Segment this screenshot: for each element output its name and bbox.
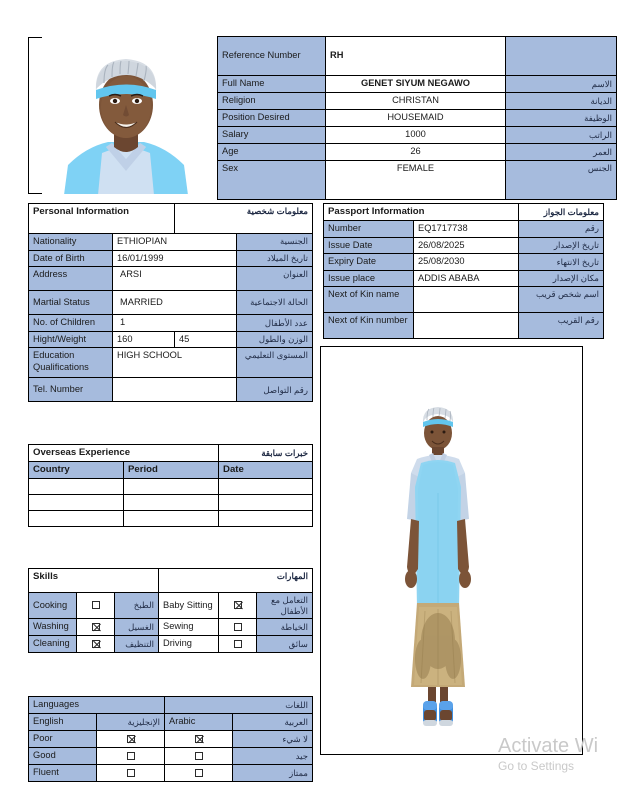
personal-value-hight[interactable]: 160	[113, 331, 175, 348]
table-row	[29, 461, 313, 478]
checkbox-checked-icon[interactable]	[92, 623, 100, 631]
overseas-column-date: Date	[219, 461, 313, 478]
table-row	[324, 270, 604, 287]
overseas-experience-table	[28, 444, 313, 527]
checkbox-icon[interactable]	[92, 601, 100, 609]
table-row	[29, 636, 313, 653]
headshot-left-rule	[28, 37, 29, 194]
personal-value-martial-status[interactable]: MARRIED	[113, 291, 237, 315]
table-row	[29, 619, 313, 636]
overseas-cell-period[interactable]	[124, 510, 219, 526]
table-row	[29, 494, 313, 510]
identity-arabic-sex: الجنس	[506, 161, 617, 200]
personal-arabic-address: العنوان	[237, 267, 313, 291]
languages-arabic-label-poor: لا شيء	[233, 731, 313, 748]
table-row	[324, 287, 604, 313]
skills-heading: Skills	[29, 569, 159, 593]
languages-table	[28, 696, 313, 782]
table-row	[29, 569, 313, 593]
skills-arabic-sewing: الخياطة	[257, 619, 313, 636]
languages-checkbox-arabic-good[interactable]	[165, 748, 233, 765]
passport-value-issue-place[interactable]: ADDIS ABABA	[414, 270, 519, 287]
personal-arabic-no-of-children: عدد الأطفال	[237, 315, 313, 332]
identity-value-age[interactable]: 26	[326, 144, 506, 161]
table-row	[29, 697, 313, 714]
personal-label-hight-weight: Hight/Weight	[29, 331, 113, 348]
personal-arabic-tel-number: رقم التواصل	[237, 378, 313, 402]
skills-checkbox-sewing[interactable]	[219, 619, 257, 636]
passport-label-expiry-date: Expiry Date	[324, 254, 414, 271]
languages-column-arabic: Arabic	[165, 714, 233, 731]
table-row	[218, 161, 617, 200]
personal-arabic-nationality: الجنسية	[237, 234, 313, 251]
passport-value-next-of-kin-name[interactable]	[414, 287, 519, 313]
languages-column-arabic-arabic: العربية	[233, 714, 313, 731]
passport-label-issue-date: Issue Date	[324, 237, 414, 254]
skills-arabic-baby-sitting: التعامل مع الأطفال	[257, 593, 313, 619]
identity-label-full-name: Full Name	[218, 76, 326, 93]
passport-arabic-issue-date: تاريخ الإصدار	[519, 237, 604, 254]
table-row	[29, 478, 313, 494]
applicant-full-body-photo	[320, 346, 556, 755]
table-row	[29, 378, 313, 402]
checkbox-icon[interactable]	[127, 752, 135, 760]
languages-checkbox-english-fluent[interactable]	[97, 765, 165, 782]
personal-label-tel-number: Tel. Number	[29, 378, 113, 402]
checkbox-checked-icon[interactable]	[195, 735, 203, 743]
overseas-cell-country[interactable]	[29, 494, 124, 510]
personal-arabic-martial-status: الحالة الاجتماعية	[237, 291, 313, 315]
languages-checkbox-english-poor[interactable]	[97, 731, 165, 748]
passport-value-expiry-date[interactable]: 25/08/2030	[414, 254, 519, 271]
skills-arabic-washing: الغسيل	[115, 619, 159, 636]
applicant-headshot-photo	[28, 37, 214, 194]
identity-arabic-position-desired: الوظيفة	[506, 110, 617, 127]
skills-label-cleaning: Cleaning	[29, 636, 77, 653]
personal-label-no-of-children: No. of Children	[29, 315, 113, 332]
skills-label-washing: Washing	[29, 619, 77, 636]
passport-label-number: Number	[324, 220, 414, 237]
checkbox-icon[interactable]	[234, 640, 242, 648]
identity-label-sex: Sex	[218, 161, 326, 200]
passport-arabic-expiry-date: تاريخ الانتهاء	[519, 254, 604, 271]
personal-value-weight[interactable]: 45	[175, 331, 237, 348]
identity-value-reference-number[interactable]: RH	[326, 37, 506, 76]
table-row	[29, 204, 313, 234]
languages-level-good: Good	[29, 748, 97, 765]
skills-label-cooking: Cooking	[29, 593, 77, 619]
table-row	[29, 731, 313, 748]
skills-checkbox-washing[interactable]	[77, 619, 115, 636]
skills-heading-arabic: المهارات	[159, 569, 313, 593]
table-row	[29, 348, 313, 378]
identity-arabic-religion: الديانة	[506, 93, 617, 110]
passport-value-next-of-kin-number[interactable]	[414, 313, 519, 339]
table-row	[324, 313, 604, 339]
languages-column-english: English	[29, 714, 97, 731]
skills-arabic-cooking: الطبخ	[115, 593, 159, 619]
table-row	[29, 234, 313, 251]
checkbox-icon[interactable]	[195, 769, 203, 777]
overseas-cell-date[interactable]	[219, 478, 313, 494]
languages-arabic-label-good: جيد	[233, 748, 313, 765]
table-row	[29, 714, 313, 731]
personal-information-table	[28, 203, 313, 402]
skills-label-baby-sitting: Baby Sitting	[159, 593, 219, 619]
languages-checkbox-english-good[interactable]	[97, 748, 165, 765]
languages-heading: Languages	[29, 697, 165, 714]
personal-heading: Personal Information	[29, 204, 175, 234]
identity-label-position-desired: Position Desired	[218, 110, 326, 127]
identity-label-religion: Religion	[218, 93, 326, 110]
personal-value-date-of-birth[interactable]: 16/01/1999	[113, 250, 237, 267]
identity-arabic-full-name: الاسم	[506, 76, 617, 93]
table-row	[218, 127, 617, 144]
passport-value-issue-date[interactable]: 26/08/2025	[414, 237, 519, 254]
identity-label-age: Age	[218, 144, 326, 161]
skills-checkbox-cooking[interactable]	[77, 593, 115, 619]
table-row	[324, 254, 604, 271]
headshot-image	[46, 43, 206, 194]
identity-value-religion[interactable]: CHRISTAN	[326, 93, 506, 110]
languages-checkbox-arabic-poor[interactable]	[165, 731, 233, 748]
checkbox-checked-icon[interactable]	[234, 601, 242, 609]
checkbox-icon[interactable]	[127, 769, 135, 777]
skills-label-driving: Driving	[159, 636, 219, 653]
passport-value-number[interactable]: EQ1717738	[414, 220, 519, 237]
personal-heading-arabic: معلومات شخصية	[175, 204, 313, 234]
table-row	[218, 144, 617, 161]
full-body-image	[373, 401, 503, 741]
skills-arabic-cleaning: التنظيف	[115, 636, 159, 653]
identity-table	[217, 36, 617, 200]
table-row	[218, 37, 617, 76]
skills-label-sewing: Sewing	[159, 619, 219, 636]
table-row	[29, 765, 313, 782]
table-row	[29, 748, 313, 765]
passport-arabic-number: رقم	[519, 220, 604, 237]
personal-label-date-of-birth: Date of Birth	[29, 250, 113, 267]
identity-value-salary[interactable]: 1000	[326, 127, 506, 144]
checkbox-checked-icon[interactable]	[92, 640, 100, 648]
identity-arabic-reference-number	[506, 37, 617, 76]
identity-arabic-age: العمر	[506, 144, 617, 161]
personal-label-education: Education Qualifications	[29, 348, 113, 378]
identity-value-position-desired[interactable]: HOUSEMAID	[326, 110, 506, 127]
passport-heading-arabic: معلومات الجواز	[519, 204, 604, 221]
passport-arabic-next-of-kin-number: رقم القريب	[519, 313, 604, 339]
passport-arabic-issue-place: مكان الإصدار	[519, 270, 604, 287]
table-row	[29, 315, 313, 332]
personal-label-address: Address	[29, 267, 113, 291]
identity-label-reference-number: Reference Number	[218, 37, 326, 76]
personal-arabic-hight-weight: الوزن والطول	[237, 331, 313, 348]
table-row	[29, 445, 313, 462]
identity-arabic-salary: الراتب	[506, 127, 617, 144]
checkbox-icon[interactable]	[195, 752, 203, 760]
overseas-cell-date[interactable]	[219, 494, 313, 510]
skills-checkbox-driving[interactable]	[219, 636, 257, 653]
personal-arabic-education: المستوى التعليمي	[237, 348, 313, 378]
personal-label-martial-status: Martial Status	[29, 291, 113, 315]
languages-column-english-arabic: الإنجليزية	[97, 714, 165, 731]
table-row	[29, 250, 313, 267]
passport-information-table	[323, 203, 604, 339]
table-row	[29, 331, 313, 348]
languages-heading-arabic: اللغات	[165, 697, 313, 714]
watermark-line-1: Activate Wi	[498, 735, 599, 757]
languages-arabic-label-fluent: ممتاز	[233, 765, 313, 782]
watermark-line-2: Go to Settings	[498, 759, 575, 773]
headshot-top-rule	[28, 37, 42, 38]
table-row	[29, 291, 313, 315]
personal-value-no-of-children[interactable]: 1	[113, 315, 237, 332]
overseas-cell-date[interactable]	[219, 510, 313, 526]
personal-value-education[interactable]: HIGH SCHOOL	[113, 348, 237, 378]
overseas-cell-period[interactable]	[124, 494, 219, 510]
overseas-cell-country[interactable]	[29, 478, 124, 494]
personal-label-nationality: Nationality	[29, 234, 113, 251]
personal-value-tel-number[interactable]	[113, 378, 237, 402]
overseas-column-country: Country	[29, 461, 124, 478]
table-row	[29, 510, 313, 526]
passport-label-issue-place: Issue place	[324, 270, 414, 287]
table-row	[218, 93, 617, 110]
passport-label-next-of-kin-name: Next of Kin name	[324, 287, 414, 313]
personal-arabic-date-of-birth: تاريخ الميلاد	[237, 250, 313, 267]
identity-label-salary: Salary	[218, 127, 326, 144]
headshot-bottom-rule	[28, 193, 42, 194]
skills-arabic-driving: سائق	[257, 636, 313, 653]
overseas-cell-country[interactable]	[29, 510, 124, 526]
table-row	[324, 204, 604, 221]
passport-label-next-of-kin-number: Next of Kin number	[324, 313, 414, 339]
skills-checkbox-cleaning[interactable]	[77, 636, 115, 653]
table-row	[218, 76, 617, 93]
checkbox-icon[interactable]	[234, 623, 242, 631]
table-row	[218, 110, 617, 127]
languages-level-poor: Poor	[29, 731, 97, 748]
personal-value-address[interactable]: ARSI	[113, 267, 237, 291]
photo-side-column	[555, 346, 583, 755]
personal-value-nationality[interactable]: ETHIOPIAN	[113, 234, 237, 251]
skills-checkbox-baby-sitting[interactable]	[219, 593, 257, 619]
table-row	[324, 237, 604, 254]
languages-checkbox-arabic-fluent[interactable]	[165, 765, 233, 782]
passport-heading: Passport Information	[324, 204, 519, 221]
table-row	[324, 220, 604, 237]
passport-arabic-next-of-kin-name: اسم شخص قريب	[519, 287, 604, 313]
overseas-column-period: Period	[124, 461, 219, 478]
languages-level-fluent: Fluent	[29, 765, 97, 782]
checkbox-checked-icon[interactable]	[127, 735, 135, 743]
overseas-heading-arabic: خبرات سابقة	[219, 445, 313, 462]
skills-table	[28, 568, 313, 653]
overseas-cell-period[interactable]	[124, 478, 219, 494]
overseas-heading: Overseas Experience	[29, 445, 219, 462]
identity-value-sex[interactable]: FEMALE	[326, 161, 506, 200]
table-row	[29, 267, 313, 291]
table-row	[29, 593, 313, 619]
identity-value-full-name[interactable]: GENET SIYUM NEGAWO	[326, 76, 506, 93]
